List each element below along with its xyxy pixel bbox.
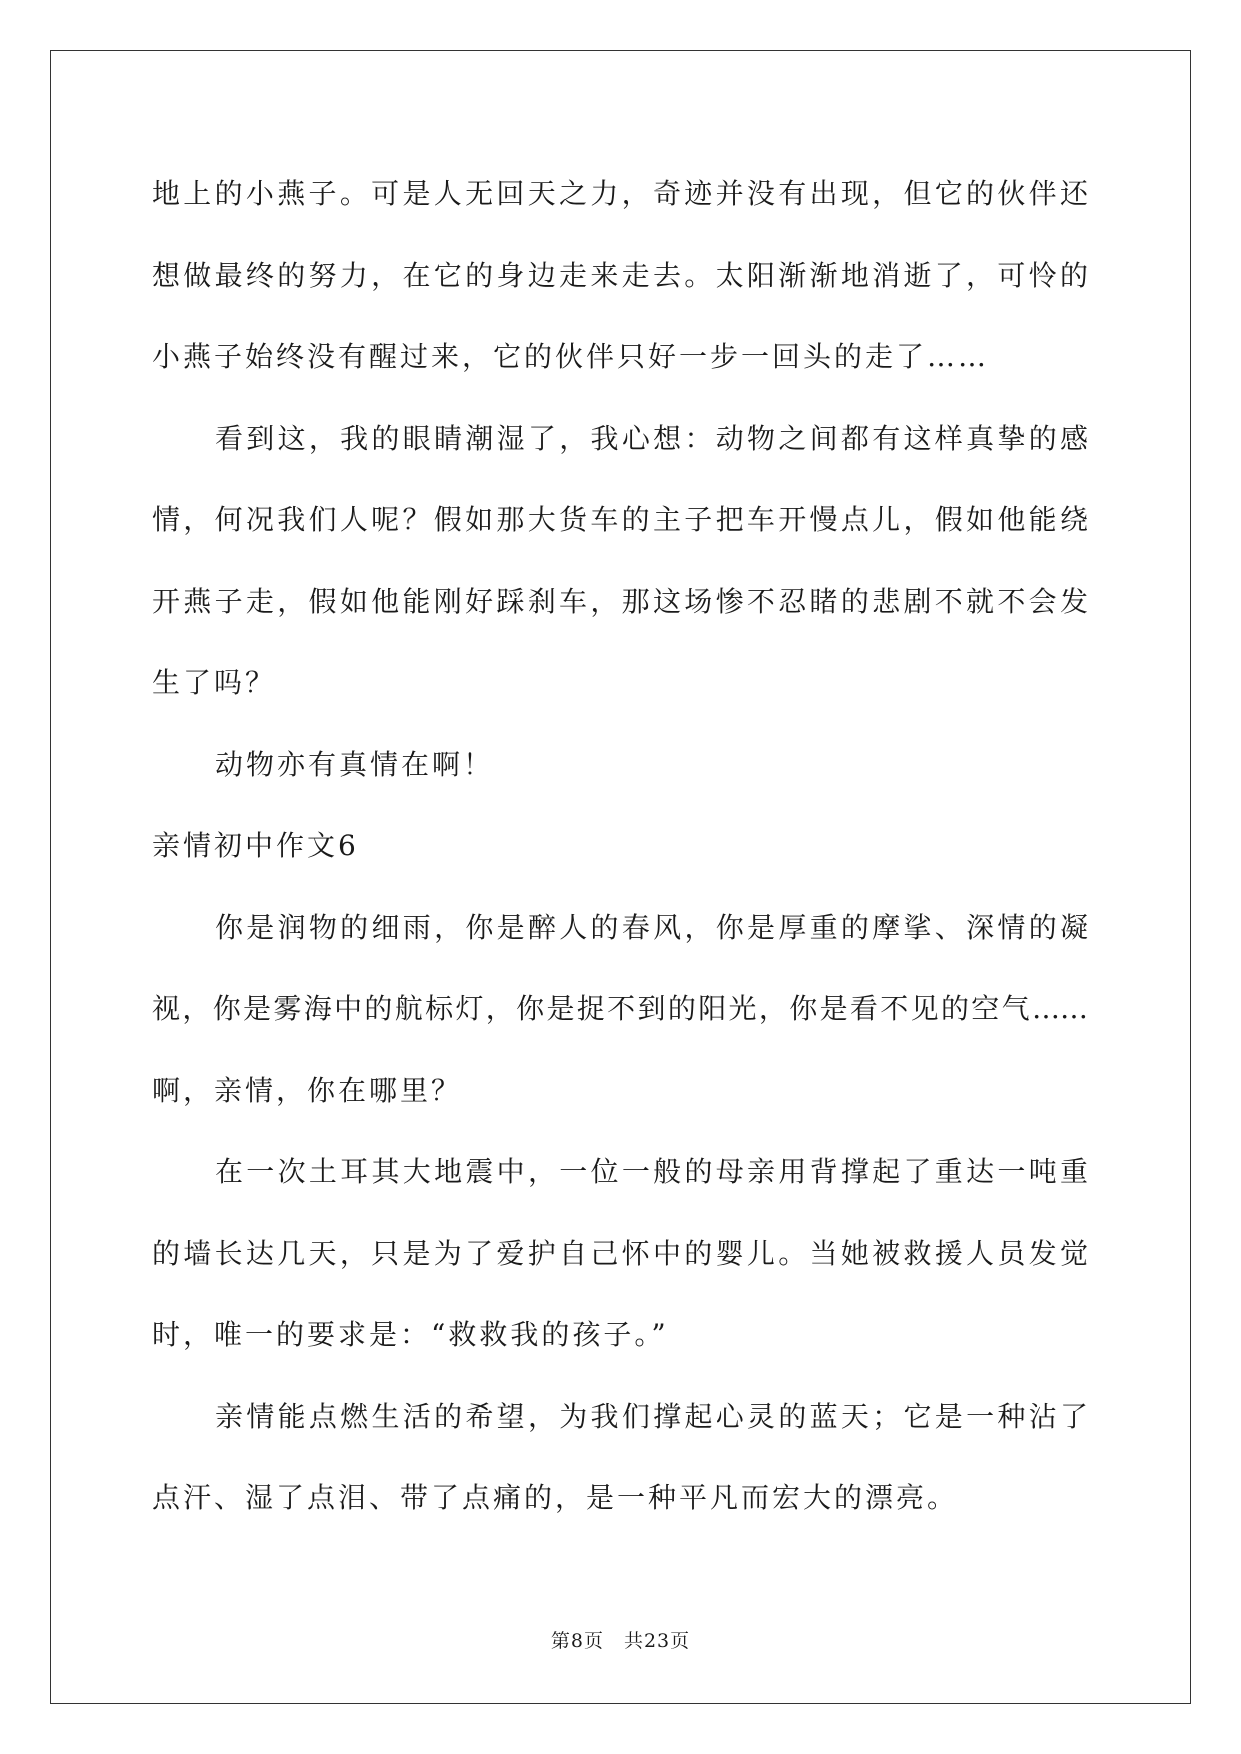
text-line: 视，你是雾海中的航标灯，你是捉不到的阳光，你是看不见的空气…… <box>152 992 1088 1025</box>
text-line: 开燕子走，假如他能刚好踩刹车，那这场惨不忍睹的悲剧不就不会发 <box>152 584 1088 618</box>
paragraph-start-line: 动物亦有真情在啊！ <box>215 747 495 781</box>
text-line: 小燕子始终没有醒过来，它的伙伴只好一步一回头的走了…… <box>152 340 990 373</box>
page-total: 共23页 <box>623 1630 691 1652</box>
text-line: 地上的小燕子。可是人无回天之力，奇迹并没有出现，但它的伙伴还 <box>152 177 1088 210</box>
text-line: 点汗、湿了点泪、带了点痛的，是一种平凡而宏大的漂亮。 <box>152 1481 959 1514</box>
text-line: 的墙长达几天，只是为了爱护自己怀中的婴儿。当她被救援人员发觉 <box>152 1236 1088 1270</box>
text-line: 啊，亲情，你在哪里？ <box>152 1073 463 1107</box>
text-line: 生了吗？ <box>152 666 277 699</box>
section-heading: 亲情初中作文6 <box>152 829 359 862</box>
paragraph-start-line: 看到这，我的眼睛潮湿了，我心想：动物之间都有这样真挚的感 <box>215 421 1088 455</box>
page-footer <box>0 1626 1241 1653</box>
document-body <box>152 166 1088 1552</box>
paragraph-start-line: 亲情能点燃生活的希望，为我们撑起心灵的蓝天；它是一种沾了 <box>215 1399 1088 1433</box>
page-number: 第8页 <box>550 1630 604 1652</box>
paragraph-start-line: 你是润物的细雨，你是醉人的春风，你是厚重的摩挲、深情的凝 <box>215 910 1088 944</box>
text-line: 时，唯一的要求是：“救救我的孩子。” <box>152 1318 669 1351</box>
text-line: 情，何况我们人呢？假如那大货车的主子把车开慢点儿，假如他能绕 <box>152 503 1088 536</box>
text-line: 想做最终的努力，在它的身边走来走去。太阳渐渐地消逝了，可怜的 <box>152 258 1088 292</box>
paragraph-start-line: 在一次土耳其大地震中，一位一般的母亲用背撑起了重达一吨重 <box>215 1155 1088 1188</box>
